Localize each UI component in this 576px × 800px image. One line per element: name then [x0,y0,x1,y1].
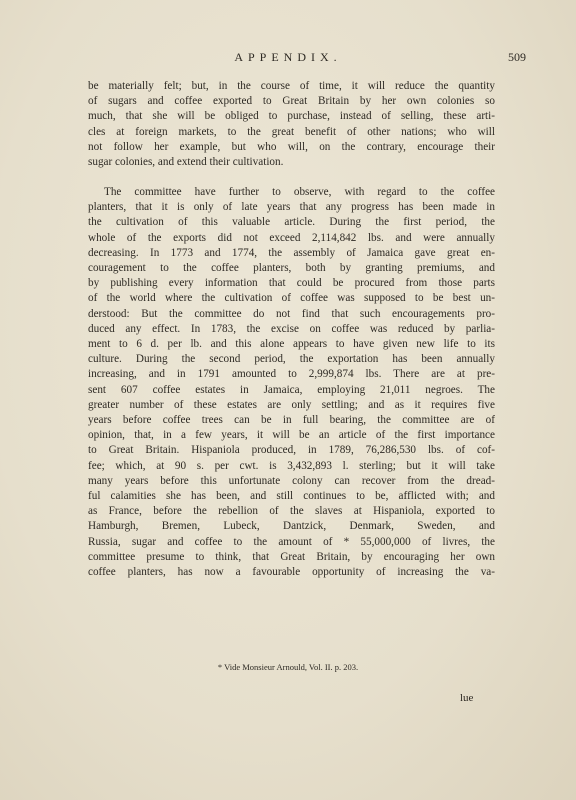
text-line: of the world where the cultivation of coffee was supposed to be best un- [88,292,495,305]
text-line: Russia, sugar and coffee to the amount of * 55,000,000 of livres, the [88,535,495,548]
text-line: The committee have further to observe, with regard to the coffee [104,186,495,198]
text-line: greater number of these estates are only settling; and as it requires five [88,398,495,411]
text-line: sent 607 coffee estates in Jamaica, employing 21,011 negroes. The [88,383,495,396]
text-line: derstood: But the committee do not find that such encouragements pro- [88,307,495,320]
text-line: Hamburgh, Bremen, Lubeck, Dantzick, Denmark, Sweden, and [88,520,495,533]
running-head: APPENDIX. [234,50,342,64]
text-line: the cultivation of this valuable article. During the first period, the [88,216,495,229]
text-line: years before coffee trees can be in full bearing, the committee are of [88,414,495,427]
text-line: fee; which, at 90 s. per cwt. is 3,432,893 l. sterling; but it will take [88,459,495,472]
text-line: be materially felt; but, in the course of time, it will reduce the quantity [88,80,495,92]
text-line: as France, before the rebellion of the slaves at Hispaniola, exported to [88,505,495,518]
paragraph-2 [88,185,495,580]
text-line: by publishing every information that could be procured from those parts [88,277,495,290]
catchword: lue [460,692,474,704]
footnote: * Vide Monsieur Arnould, Vol. II. p. 203. [217,662,359,672]
text-line: sugar colonies, and extend their cultivation. [88,156,284,169]
text-line: whole of the exports did not exceed 2,114,842 lbs. and were annually [88,231,495,244]
text-line: ful calamities she has been, and still continues to be, afflicted with; and [88,490,495,503]
text-line: culture. During the second period, the exportation has been annually [88,353,495,366]
text-line: duced any effect. In 1783, the excise on coffee was reduced by parlia- [88,322,495,335]
text-line: of sugars and coffee exported to Great Britain by her own colonies so [88,95,495,108]
page-number: 509 [508,50,526,64]
text-line: couragement to the coffee planters, both by granting premiums, and [88,262,495,275]
text-line: much, that she will be obliged to purchase, instead of selling, these arti- [88,110,495,123]
text-line: to Great Britain. Hispaniola produced, in 1789, 76,286,530 lbs. of cof- [88,444,495,457]
text-line: opinion, that, in a few years, it will be an article of the first importance [88,429,495,442]
text-line: planters, that it is only of late years that any progress has been made in [88,201,495,214]
text-line: not follow her example, but who will, on the contrary, encourage their [88,140,495,153]
text-line: cles at foreign markets, to the great benefit of other nations; who will [88,125,495,138]
paragraph-1 [88,79,495,170]
text-line: increasing, and in 1791 amounted to 2,999,874 lbs. There are at pre- [88,368,495,381]
text-line: ment to 6 d. per lb. and this alone appears to have given new life to its [88,338,495,351]
text-line: committee presume to think, that Great Britain, by encouraging her own [88,550,495,563]
text-line: coffee planters, has now a favourable opportunity of increasing the va- [88,566,495,579]
text-line: many years before this unfortunate colony can recover from the dread- [88,474,495,487]
text-line: decreasing. In 1773 and 1774, the assembly of Jamaica gave great en- [88,246,495,259]
